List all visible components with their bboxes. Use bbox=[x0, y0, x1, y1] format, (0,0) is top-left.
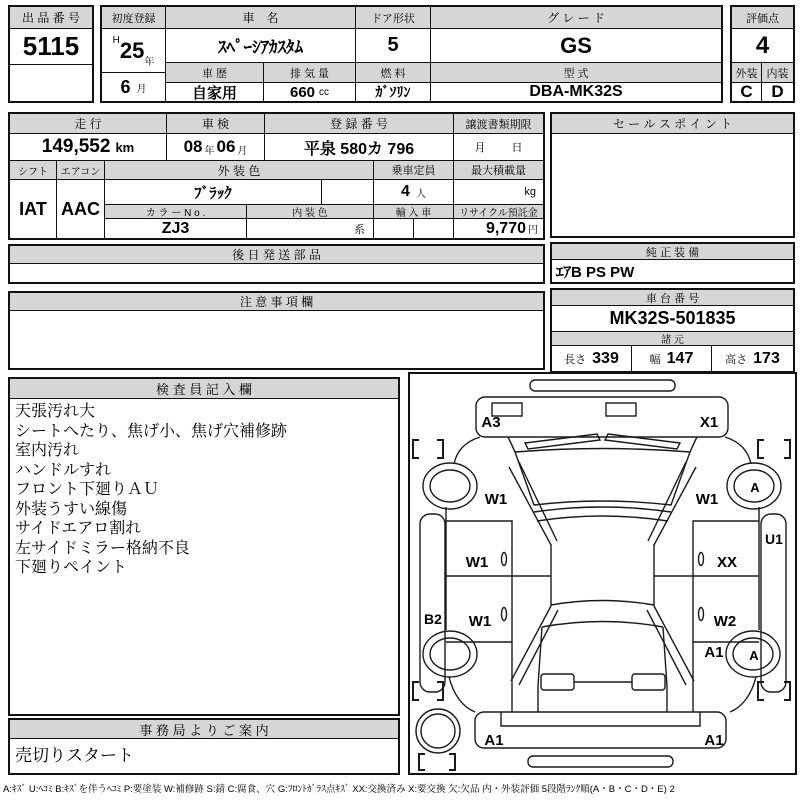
inspector-note: 外装うすい線傷 bbox=[15, 500, 128, 518]
a-pillar-left-2 bbox=[519, 462, 557, 541]
chassis-number-value: MK32S-501835 bbox=[552, 306, 793, 332]
aircon-label: エアコン bbox=[57, 161, 105, 180]
chassis-box bbox=[550, 288, 795, 373]
roof-front-edge-1 bbox=[534, 507, 671, 512]
c-pillar-left-1 bbox=[511, 606, 551, 681]
exterior-grade-value: C bbox=[732, 83, 762, 101]
bracket-top-left-open bbox=[413, 440, 419, 458]
rear-bumper-recess bbox=[501, 712, 700, 726]
registration-number-label: 登 録 番 号 bbox=[265, 114, 454, 134]
bracket-spare-close bbox=[449, 754, 455, 770]
front-fender-left-curve bbox=[454, 437, 480, 464]
fuel-value: ｶﾞｿﾘﾝ bbox=[356, 83, 431, 101]
c-pillar-right-1 bbox=[654, 606, 694, 681]
width-value: 147 bbox=[666, 349, 694, 367]
damage-diagram-box bbox=[408, 372, 797, 775]
hood-edge-left bbox=[508, 437, 515, 452]
rear-window-bottom bbox=[542, 622, 663, 628]
shaken-month-unit: 月 bbox=[237, 146, 248, 157]
door-shape-value: 5 bbox=[356, 29, 431, 63]
damage-mark-x1: X1 bbox=[699, 414, 719, 431]
caution-box bbox=[8, 291, 545, 370]
aircon-value: AAC bbox=[57, 180, 105, 238]
bracket-top-left-close bbox=[437, 440, 443, 458]
spec-height bbox=[712, 346, 793, 371]
damage-mark-b2-left-rocker: B2 bbox=[424, 611, 442, 627]
office-notice-box bbox=[8, 718, 400, 775]
car-name-label: 車 名 bbox=[166, 7, 356, 29]
front-bumper-lip bbox=[530, 380, 675, 391]
registration-number-value: 平泉 580カ 796 bbox=[265, 134, 454, 161]
length-value: 339 bbox=[592, 349, 619, 367]
car-name-value: ｽﾍﾟｰｼｱｶｽﾀﾑ bbox=[166, 29, 356, 63]
inspector-note: シートへたり、焦げ小、焦げ穴補修跡 bbox=[15, 422, 288, 440]
office-notice-label: 事 務 局 よ り ご 案 内 bbox=[10, 720, 398, 739]
shaken-year: 08 bbox=[183, 137, 203, 156]
width-label: 幅 bbox=[649, 353, 661, 366]
import-car-cell-1 bbox=[374, 219, 414, 238]
inspector-note: 室内汚れ bbox=[15, 442, 80, 459]
grade-label: グ レ ー ド bbox=[431, 7, 721, 29]
spec-width bbox=[632, 346, 712, 371]
auction-number-box bbox=[8, 5, 94, 103]
damage-mark-w1-rear-left-door: W1 bbox=[468, 613, 492, 630]
length-label: 長さ bbox=[564, 353, 587, 366]
score-value: 4 bbox=[732, 29, 793, 63]
inspector-notes-list bbox=[10, 399, 398, 581]
docs-month-unit: 月 bbox=[474, 142, 486, 154]
door-handle-front-left bbox=[502, 553, 507, 566]
rear-corner-right bbox=[730, 677, 756, 712]
bracket-bottom-left-open bbox=[413, 682, 419, 700]
spare-tire-inner bbox=[421, 714, 455, 748]
sales-point-value bbox=[552, 134, 793, 236]
sales-point-box bbox=[550, 112, 795, 238]
front-fender-right-curve bbox=[725, 437, 751, 464]
mileage-unit: km bbox=[115, 139, 135, 155]
inspector-note: 下廻りペイント bbox=[15, 559, 128, 576]
history-value: 自家用 bbox=[166, 83, 264, 101]
bracket-spare-open bbox=[419, 754, 425, 770]
windshield bbox=[515, 449, 690, 506]
damage-mark-a1-rear-right-quarter: A1 bbox=[704, 644, 724, 661]
score-label: 評価点 bbox=[732, 7, 793, 29]
year-unit: 年 bbox=[144, 57, 155, 68]
a-pillar-right-1 bbox=[654, 467, 696, 545]
recycle-fee-number: 9,770 bbox=[485, 219, 526, 237]
history-label: 車 歴 bbox=[166, 63, 264, 83]
exterior-color-value: ﾌﾞﾗｯｸ bbox=[105, 180, 322, 205]
a-pillar-right-2 bbox=[648, 462, 686, 541]
door-handle-rear-right bbox=[699, 608, 704, 621]
transfer-docs-label: 譲渡書類期限 bbox=[454, 114, 543, 134]
damage-mark-w1-front-left-door: W1 bbox=[465, 554, 489, 571]
damage-mark-xx-front-right-door: XX bbox=[716, 554, 738, 571]
mileage-label: 走 行 bbox=[10, 114, 167, 134]
rear-corner-left bbox=[449, 677, 475, 712]
inspector-notes-box bbox=[8, 377, 400, 716]
hatch-side-left bbox=[538, 627, 542, 712]
recycle-fee-value bbox=[454, 219, 543, 238]
inspector-note: サイドエアロ割れ bbox=[15, 520, 142, 537]
bracket-top-right-close bbox=[784, 440, 790, 458]
displacement-label: 排 気 量 bbox=[264, 63, 356, 83]
wiper-left bbox=[525, 434, 600, 449]
color-no-value: ZJ3 bbox=[105, 219, 247, 238]
later-shipped-parts-box bbox=[8, 244, 545, 284]
bracket-top-right-open bbox=[758, 440, 764, 458]
month-unit: 月 bbox=[136, 83, 147, 95]
capacity-number: 4 bbox=[401, 183, 410, 200]
rocker-panel-left bbox=[420, 514, 445, 692]
hood-edge-right bbox=[690, 437, 697, 452]
displacement-unit: cc bbox=[319, 86, 330, 98]
rear-bumper bbox=[475, 712, 726, 748]
wheel-front-left-inner bbox=[430, 470, 470, 502]
recycle-fee-label: リサイクル預託金 bbox=[454, 205, 543, 219]
tail-lamp-right bbox=[632, 674, 665, 690]
auction-number-empty bbox=[10, 65, 92, 101]
exterior-color-extra-cell bbox=[322, 180, 374, 205]
inspector-note: フロント下廻りＡＵ bbox=[15, 481, 160, 498]
bracket-bottom-right-close bbox=[784, 682, 790, 700]
damage-mark-a-rear-right-wheel: A bbox=[749, 648, 759, 663]
max-load-label: 最大積載量 bbox=[454, 161, 543, 180]
shaken-year-unit: 年 bbox=[204, 146, 215, 157]
shift-value: IAT bbox=[10, 180, 57, 238]
first-registration-month bbox=[102, 73, 166, 101]
recycle-fee-unit: 円 bbox=[528, 225, 538, 236]
damage-mark-u1-right-rocker: U1 bbox=[765, 531, 783, 547]
displacement-value bbox=[264, 83, 356, 101]
auction-number-value: 5115 bbox=[10, 29, 92, 65]
wiper-right bbox=[605, 434, 680, 449]
shaken-value bbox=[167, 134, 265, 161]
damage-mark-a1-rear-bumper-left: A1 bbox=[484, 732, 504, 749]
exterior-grade-label: 外装 bbox=[732, 63, 762, 83]
caution-value bbox=[10, 311, 543, 368]
factory-equipment-value: ｴｱB PS PW bbox=[556, 263, 635, 281]
inspector-note: ハンドルすれ bbox=[15, 461, 112, 479]
damage-mark-w1-front-right-fender: W1 bbox=[695, 491, 719, 508]
model-code-label: 型 式 bbox=[431, 63, 721, 83]
auction-number-label: 出 品 番 号 bbox=[10, 7, 92, 29]
factory-equipment-label: 純 正 装 備 bbox=[552, 244, 793, 260]
reg-year: 25 bbox=[119, 37, 145, 63]
capacity-value bbox=[374, 180, 454, 205]
inspector-note: 左サイドミラー格納不良 bbox=[15, 539, 190, 557]
factory-equipment-box bbox=[550, 242, 795, 284]
model-code-value: DBA-MK32S bbox=[529, 83, 623, 100]
interior-grade-value: D bbox=[771, 83, 784, 101]
reg-month: 6 bbox=[120, 76, 131, 97]
first-registration-label: 初度登録 bbox=[102, 7, 166, 29]
exterior-color-label: 外 装 色 bbox=[105, 161, 374, 180]
wheel-rear-left-inner bbox=[430, 638, 470, 670]
chassis-number-label: 車 台 番 号 bbox=[552, 290, 793, 306]
later-shipped-parts-label: 後 日 発 送 部 品 bbox=[10, 246, 543, 264]
interior-grade-label: 内装 bbox=[762, 63, 793, 83]
height-label: 高さ bbox=[725, 353, 748, 366]
door-shape-label: ドア形状 bbox=[356, 7, 431, 29]
damage-mark-a3: A3 bbox=[481, 414, 501, 431]
spare-tire bbox=[416, 709, 460, 753]
interior-color-value: 系 bbox=[247, 219, 374, 238]
damage-mark-w2-rear-right-door: W2 bbox=[713, 613, 737, 630]
inspector-notes-label: 検 査 員 記 入 欄 bbox=[10, 379, 398, 399]
shift-label: シフト bbox=[10, 161, 57, 180]
door-handle-front-right bbox=[699, 553, 704, 566]
fuel-label: 燃 料 bbox=[356, 63, 431, 83]
damage-mark-w1-front-left-fender: W1 bbox=[484, 491, 508, 508]
later-shipped-parts-value bbox=[10, 264, 543, 282]
rear-window-top bbox=[551, 601, 654, 606]
a-pillar-left-1 bbox=[509, 467, 551, 545]
specs-label: 諸 元 bbox=[552, 332, 793, 346]
capacity-label: 乗車定員 bbox=[374, 161, 454, 180]
door-handle-rear-left bbox=[502, 608, 507, 621]
vehicle-info-table bbox=[100, 5, 723, 103]
registration-table bbox=[8, 112, 545, 240]
inspector-note: 天張汚れ大 bbox=[15, 403, 96, 420]
interior-color-label: 内 装 色 bbox=[247, 205, 374, 219]
tail-lamp-left bbox=[541, 674, 574, 690]
grade-value: GS bbox=[431, 29, 721, 63]
headlight-right bbox=[606, 403, 636, 416]
damage-mark-a1-rear-bumper-right: A1 bbox=[704, 732, 724, 749]
sales-point-label: セ ー ル ス ポ イ ン ト bbox=[552, 114, 793, 134]
import-car-cell-2 bbox=[414, 219, 454, 238]
shaken-month: 06 bbox=[216, 137, 236, 156]
color-no-label: カ ラ ー N o . bbox=[105, 205, 247, 219]
first-registration-year bbox=[102, 29, 166, 73]
damage-mark-a-front-right-wheel: A bbox=[750, 480, 760, 495]
docs-day-unit: 日 bbox=[511, 142, 523, 154]
mileage-number: 149,552 bbox=[41, 136, 111, 157]
max-load-value: kg bbox=[454, 180, 543, 205]
era-letter: H bbox=[112, 35, 120, 46]
roof-front-edge-2 bbox=[537, 516, 668, 521]
displacement-number: 660 bbox=[289, 83, 316, 101]
caution-label: 注 意 事 項 欄 bbox=[10, 293, 543, 311]
damage-code-legend: A:ｷｽﾞ U:ﾍｺﾐ B:ｷｽﾞを伴うﾍｺﾐ P:要塗装 W:補修跡 S:錆 C:腐食、穴 G:ﾌﾛﾝﾄｶﾞﾗｽ点ｷｽﾞ XX:交換済み X:要交換 欠:欠品 内・外装評価 5段階ﾗﾝｸ順(A・B・C・D・E) 2 bbox=[3, 784, 675, 795]
hatch-side-right bbox=[663, 627, 667, 712]
score-box bbox=[730, 5, 795, 103]
office-notice-value: 売切りスタート bbox=[15, 746, 134, 765]
rear-bumper-lip bbox=[528, 756, 673, 767]
spec-length bbox=[552, 346, 632, 371]
mileage-value bbox=[10, 134, 167, 161]
import-car-label: 輸 入 車 bbox=[374, 205, 454, 219]
shaken-label: 車 検 bbox=[167, 114, 265, 134]
capacity-unit: 人 bbox=[415, 188, 426, 200]
transfer-docs-value bbox=[454, 134, 543, 161]
height-value: 173 bbox=[753, 349, 780, 367]
car-top-view-diagram bbox=[410, 374, 795, 773]
